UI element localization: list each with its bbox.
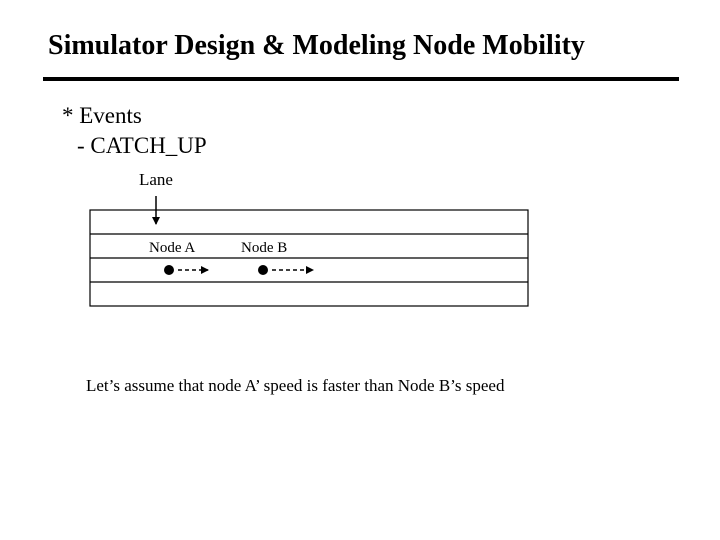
- bullet-catch-up: - CATCH_UP: [77, 133, 207, 158]
- bullet-events: * Events: [62, 103, 142, 128]
- node-b: [258, 265, 268, 275]
- assumption-note: Let’s assume that node A’ speed is faster than Node B’s speed: [86, 376, 505, 395]
- node-a: [164, 265, 174, 275]
- slide-title: Simulator Design & Modeling Node Mobility: [48, 30, 585, 61]
- node-a-label: Node A: [149, 240, 196, 256]
- node-b-label: Node B: [241, 240, 288, 256]
- lane-label: Lane: [139, 170, 173, 189]
